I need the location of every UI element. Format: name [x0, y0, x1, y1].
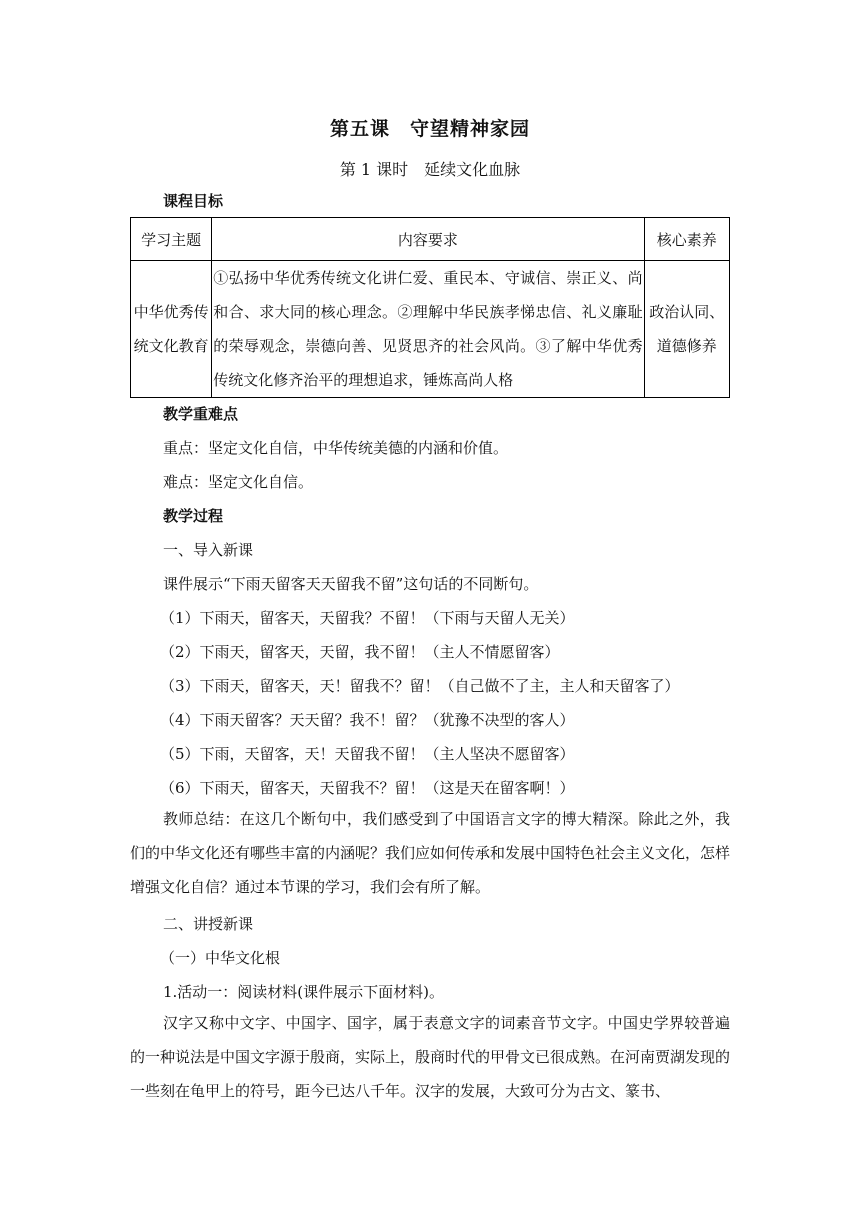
lesson-title: 第五课 守望精神家园: [329, 118, 530, 140]
cell-content: ①弘扬中华优秀传统文化讲仁爱、重民本、守诚信、崇正义、尚和合、求大同的核心理念。②理解中华民族孝悌忠信、礼义廉耻的荣辱观念，崇德向善、见贤思齐的社会风尚。③了解中华优秀传统文化修齐治平的理想追求，锤炼高尚人格: [212, 261, 644, 398]
intro-text: 课件展示“下雨天留客天天留我不留”这句话的不同断句。: [163, 575, 539, 593]
list-item: （3）下雨天，留客天，天！留我不？留！（自己做不了主，主人和天留客了）: [160, 677, 680, 695]
table-header-row: [131, 218, 730, 261]
cell-topic: 中华优秀传统文化教育: [131, 261, 212, 398]
process-heading: 教学过程: [163, 507, 224, 525]
goals-table: [130, 217, 730, 398]
activity-label: 1.活动一：阅读材料(课件展示下面材料)。: [163, 983, 445, 1001]
part1-heading: 一、导入新课: [163, 541, 254, 559]
subsection-heading: （一）中华文化根: [160, 949, 281, 967]
keypoints-heading: 教学重难点: [163, 405, 239, 423]
goals-heading: 课程目标: [163, 192, 224, 210]
header-topic: 学习主题: [131, 218, 212, 261]
list-item: （6）下雨天，留客天，天留我不？留！（这是天在留客啊！）: [160, 779, 575, 797]
cell-core: 政治认同、道德修养: [644, 261, 729, 398]
list-item: （1）下雨天，留客天，天留我？不留！（下雨与天留人无关）: [160, 609, 575, 627]
part2-heading: 二、讲授新课: [163, 915, 254, 933]
header-content: 内容要求: [212, 218, 644, 261]
list-item: （2）下雨天，留客天，天留，我不留！（主人不情愿留客）: [160, 643, 560, 661]
lesson-subtitle: 第 1 课时 延续文化血脉: [339, 160, 521, 179]
list-item: （5）下雨，天留客，天！天留我不留！（主人坚决不愿留客）: [160, 745, 575, 763]
table-row: [131, 261, 730, 398]
teacher-summary: 教师总结：在这几个断句中，我们感受到了中国语言文字的博大精深。除此之外，我们的中华文化还有哪些丰富的内涵呢？我们应如何传承和发展中国特色社会主义文化，怎样增强文化自信？通过本节课的学习，我们会有所了解。: [130, 810, 731, 896]
key-point: 重点：坚定文化自信，中华传统美德的内涵和价值。: [163, 439, 509, 457]
header-core: 核心素养: [644, 218, 729, 261]
difficult-point: 难点：坚定文化自信。: [163, 473, 314, 491]
material-text: 汉字又称中文字、中国字、国字，属于表意文字的词素音节文字。中国史学界较普遍的一种说法是中国文字源于殷商，实际上，殷商时代的甲骨文已很成熟。在河南贾湖发现的一些刻在龟甲上的符号，距今已达八千年。汉字的发展，大致可分为古文、篆书、: [130, 1014, 731, 1100]
list-item: （4）下雨天留客？天天留？我不！留？（犹豫不决型的客人）: [160, 711, 575, 729]
